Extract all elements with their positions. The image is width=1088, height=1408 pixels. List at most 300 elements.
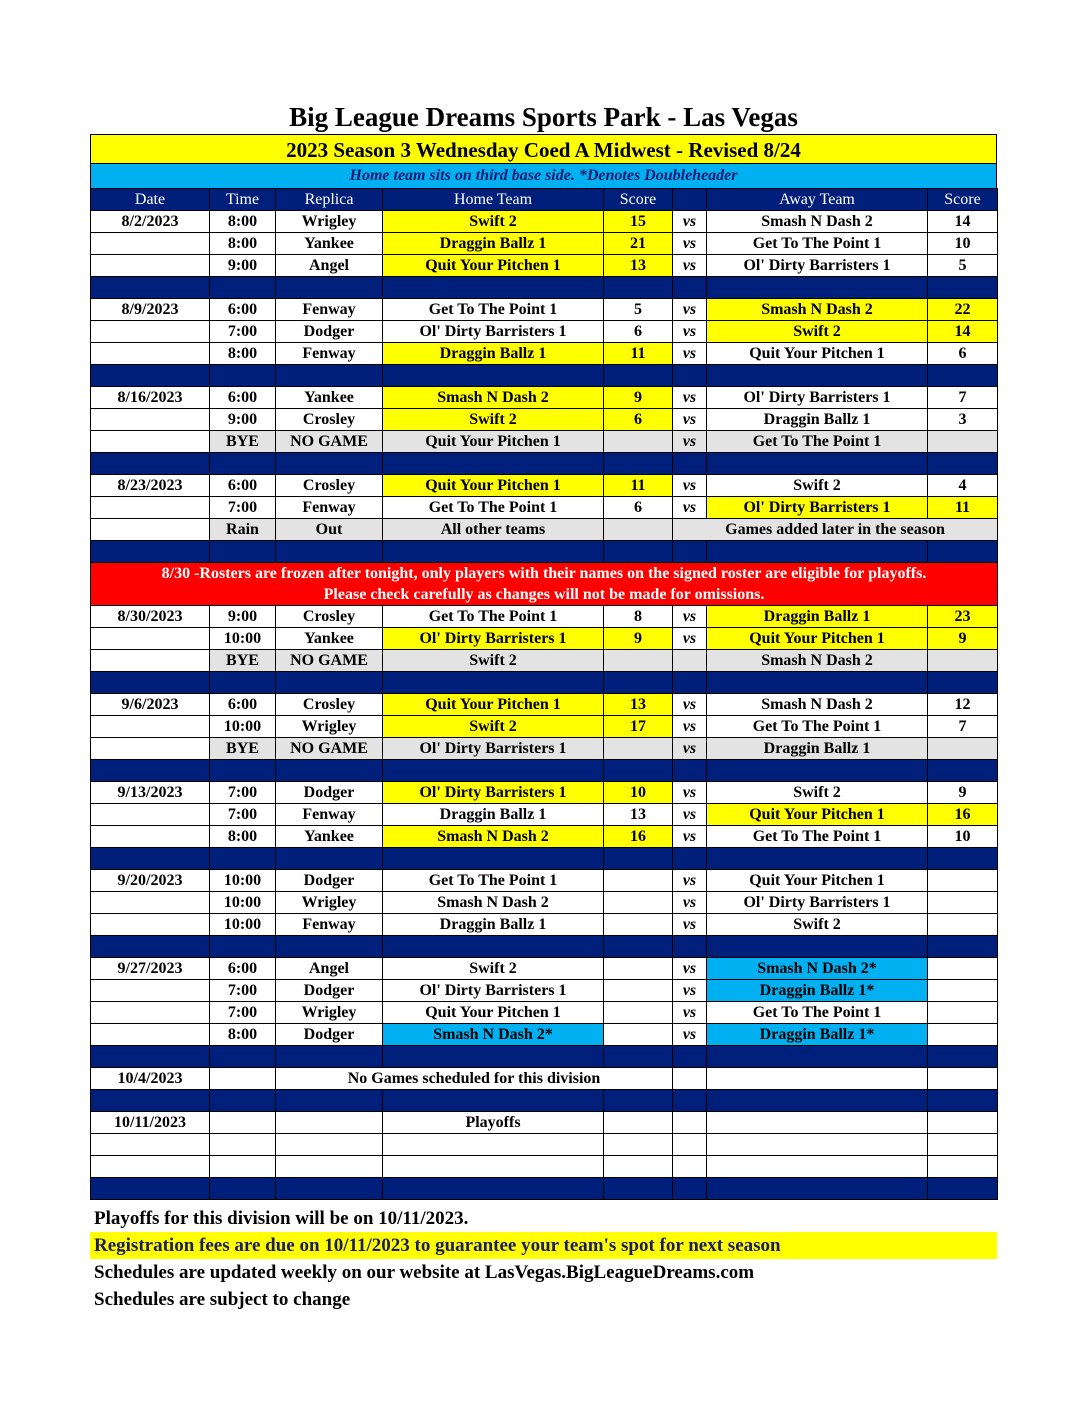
time-cell: 10:00 [210, 870, 276, 892]
away-team-cell: Get To The Point 1 [707, 716, 928, 738]
game-row [91, 497, 998, 519]
home-team-cell: Draggin Ballz 1 [383, 914, 604, 936]
time-cell: 9:00 [210, 409, 276, 431]
vs-cell: vs [673, 870, 707, 892]
replica-cell [276, 1112, 383, 1134]
replica-cell: NO GAME [276, 738, 383, 760]
game-row [91, 233, 998, 255]
season-subtitle: 2023 Season 3 Wednesday Coed A Midwest - Revised 8/24 [90, 134, 997, 164]
time-cell: 6:00 [210, 387, 276, 409]
vs-cell: vs [673, 343, 707, 365]
away-team-cell: Games added later in the season [673, 519, 998, 541]
footer-notes [90, 1205, 997, 1313]
home-score-cell: 9 [604, 387, 673, 409]
separator-cell [604, 760, 673, 782]
home-score-cell [604, 870, 673, 892]
separator-cell [707, 848, 928, 870]
bye-row [91, 738, 998, 760]
separator-cell [383, 672, 604, 694]
date-cell [91, 804, 210, 826]
date-cell [91, 980, 210, 1002]
game-row [91, 870, 998, 892]
time-cell [210, 1112, 276, 1134]
away-team-cell: Quit Your Pitchen 1 [707, 628, 928, 650]
away-team-cell: Smash N Dash 2 [707, 211, 928, 233]
empty-cell [673, 1134, 707, 1156]
home-score-cell: 13 [604, 255, 673, 277]
away-score-cell: 7 [928, 387, 998, 409]
column-header: Away Team [707, 189, 928, 211]
away-team-cell: Draggin Ballz 1 [707, 738, 928, 760]
separator-cell [673, 1046, 707, 1068]
away-team-cell: Quit Your Pitchen 1 [707, 804, 928, 826]
replica-cell: Wrigley [276, 716, 383, 738]
separator-cell [276, 541, 383, 563]
home-team-cell: Swift 2 [383, 409, 604, 431]
home-team-cell: Quit Your Pitchen 1 [383, 255, 604, 277]
time-cell: 7:00 [210, 782, 276, 804]
week-separator [91, 936, 998, 958]
separator-cell [276, 1090, 383, 1112]
rain-out-row [91, 519, 998, 541]
home-score-cell: 21 [604, 233, 673, 255]
time-cell: 7:00 [210, 980, 276, 1002]
home-team-cell: Ol' Dirty Barristers 1 [383, 738, 604, 760]
separator-cell [673, 541, 707, 563]
time-cell: 6:00 [210, 475, 276, 497]
separator-cell [604, 672, 673, 694]
separator-cell [210, 277, 276, 299]
date-cell [91, 892, 210, 914]
home-score-cell [604, 431, 673, 453]
away-team-cell: Smash N Dash 2 [707, 694, 928, 716]
date-cell: 10/4/2023 [91, 1068, 210, 1090]
game-row [91, 1024, 998, 1046]
website-note: Schedules are updated weekly on our website at LasVegas.BigLeagueDreams.com [94, 1262, 755, 1283]
separator-cell [707, 760, 928, 782]
playoffs-row [91, 1112, 998, 1134]
separator-cell [928, 277, 998, 299]
vs-cell: vs [673, 409, 707, 431]
separator-cell [91, 1178, 210, 1200]
replica-cell: Crosley [276, 475, 383, 497]
away-score-cell [928, 431, 998, 453]
separator-cell [928, 1178, 998, 1200]
table-cell [707, 1068, 928, 1090]
home-score-cell: 11 [604, 475, 673, 497]
away-score-cell: 7 [928, 716, 998, 738]
separator-cell [673, 277, 707, 299]
replica-cell: Wrigley [276, 1002, 383, 1024]
date-cell: 9/27/2023 [91, 958, 210, 980]
home-score-cell: 5 [604, 299, 673, 321]
separator-cell [673, 936, 707, 958]
away-score-cell: 10 [928, 233, 998, 255]
separator-cell [383, 1178, 604, 1200]
replica-cell: NO GAME [276, 431, 383, 453]
empty-cell [707, 1156, 928, 1178]
separator-cell [383, 936, 604, 958]
replica-cell: Wrigley [276, 211, 383, 233]
separator-cell [210, 453, 276, 475]
home-score-cell [604, 958, 673, 980]
separator-cell [928, 453, 998, 475]
replica-cell: Yankee [276, 628, 383, 650]
game-row [91, 255, 998, 277]
vs-cell: vs [673, 299, 707, 321]
home-team-cell: Swift 2 [383, 650, 604, 672]
date-cell [91, 321, 210, 343]
home-team-cell: Ol' Dirty Barristers 1 [383, 628, 604, 650]
alert-line: 8/30 -Rosters are frozen after tonight, only players with their names on the signed roster are eligible for playoffs. [161, 565, 927, 582]
away-score-cell: 9 [928, 782, 998, 804]
separator-cell [604, 453, 673, 475]
week-separator [91, 1046, 998, 1068]
date-cell: 10/11/2023 [91, 1112, 210, 1134]
date-cell [91, 650, 210, 672]
away-score-cell: 23 [928, 606, 998, 628]
home-team-cell: Draggin Ballz 1 [383, 343, 604, 365]
separator-cell [276, 672, 383, 694]
separator-cell [276, 936, 383, 958]
column-header [673, 189, 707, 211]
game-row [91, 694, 998, 716]
registration-note: Registration fees are due on 10/11/2023 to guarantee your team's spot for next season [90, 1232, 997, 1259]
separator-cell [673, 1090, 707, 1112]
column-header: Time [210, 189, 276, 211]
date-cell: 9/13/2023 [91, 782, 210, 804]
home-score-cell: 16 [604, 826, 673, 848]
separator-cell [276, 1178, 383, 1200]
separator-cell [928, 365, 998, 387]
page-title: Big League Dreams Sports Park - Las Vegas [289, 102, 798, 132]
empty-row [91, 1156, 998, 1178]
home-score-cell: 6 [604, 409, 673, 431]
home-team-note: Home team sits on third base side. *Denotes Doubleheader [90, 164, 997, 188]
separator-cell [928, 848, 998, 870]
separator-cell [928, 936, 998, 958]
home-team-cell: Get To The Point 1 [383, 870, 604, 892]
date-cell [91, 1024, 210, 1046]
separator-cell [604, 277, 673, 299]
week-separator [91, 541, 998, 563]
home-score-cell: 9 [604, 628, 673, 650]
away-score-cell [928, 958, 998, 980]
away-team-cell: Swift 2 [707, 321, 928, 343]
separator-cell [604, 541, 673, 563]
column-header: Score [604, 189, 673, 211]
separator-cell [707, 1046, 928, 1068]
vs-cell: vs [673, 716, 707, 738]
home-score-cell: 6 [604, 497, 673, 519]
separator-cell [604, 1046, 673, 1068]
game-row [91, 914, 998, 936]
week-separator [91, 453, 998, 475]
away-team-cell: Quit Your Pitchen 1 [707, 870, 928, 892]
table-cell [928, 1068, 998, 1090]
home-team-cell: All other teams [383, 519, 604, 541]
replica-cell: Crosley [276, 606, 383, 628]
away-score-cell [928, 650, 998, 672]
away-score-cell: 4 [928, 475, 998, 497]
table-cell [673, 1068, 707, 1090]
message-cell: No Games scheduled for this division [276, 1068, 673, 1090]
separator-cell [604, 848, 673, 870]
replica-cell: Angel [276, 958, 383, 980]
replica-cell: Wrigley [276, 892, 383, 914]
replica-cell: Fenway [276, 497, 383, 519]
separator-cell [91, 936, 210, 958]
home-team-cell: Smash N Dash 2 [383, 387, 604, 409]
home-team-cell: Quit Your Pitchen 1 [383, 1002, 604, 1024]
separator-cell [91, 760, 210, 782]
empty-cell [210, 1156, 276, 1178]
playoffs-cell: Playoffs [383, 1112, 604, 1134]
empty-cell [91, 1156, 210, 1178]
time-cell: 10:00 [210, 892, 276, 914]
table-cell [673, 1112, 707, 1134]
home-team-cell: Draggin Ballz 1 [383, 233, 604, 255]
time-cell: 7:00 [210, 1002, 276, 1024]
separator-cell [673, 365, 707, 387]
separator-cell [383, 848, 604, 870]
home-team-cell: Quit Your Pitchen 1 [383, 431, 604, 453]
vs-cell: vs [673, 892, 707, 914]
replica-cell: Angel [276, 255, 383, 277]
away-team-cell: Get To The Point 1 [707, 233, 928, 255]
away-score-cell: 16 [928, 804, 998, 826]
home-score-cell: 17 [604, 716, 673, 738]
game-row [91, 1002, 998, 1024]
separator-cell [210, 1178, 276, 1200]
separator-cell [276, 277, 383, 299]
away-score-cell: 3 [928, 409, 998, 431]
home-team-cell: Ol' Dirty Barristers 1 [383, 321, 604, 343]
home-team-cell: Swift 2 [383, 958, 604, 980]
separator-cell [928, 541, 998, 563]
date-cell: 8/23/2023 [91, 475, 210, 497]
time-cell: 7:00 [210, 497, 276, 519]
away-team-cell: Ol' Dirty Barristers 1 [707, 255, 928, 277]
away-team-cell: Smash N Dash 2* [707, 958, 928, 980]
time-cell: 6:00 [210, 958, 276, 980]
separator-cell [91, 453, 210, 475]
away-score-cell [928, 892, 998, 914]
time-cell: 10:00 [210, 716, 276, 738]
away-score-cell: 5 [928, 255, 998, 277]
date-cell: 8/2/2023 [91, 211, 210, 233]
away-score-cell: 9 [928, 628, 998, 650]
away-score-cell: 6 [928, 343, 998, 365]
game-row [91, 980, 998, 1002]
away-team-cell: Smash N Dash 2 [707, 299, 928, 321]
home-score-cell [604, 1024, 673, 1046]
separator-cell [673, 848, 707, 870]
empty-cell [604, 1156, 673, 1178]
replica-cell: NO GAME [276, 650, 383, 672]
date-cell: 9/20/2023 [91, 870, 210, 892]
home-score-cell [604, 650, 673, 672]
away-score-cell: 12 [928, 694, 998, 716]
time-cell: 6:00 [210, 299, 276, 321]
game-row [91, 958, 998, 980]
vs-cell: vs [673, 980, 707, 1002]
separator-cell [91, 541, 210, 563]
separator-cell [210, 672, 276, 694]
vs-cell [673, 650, 707, 672]
replica-cell: Yankee [276, 233, 383, 255]
replica-cell: Out [276, 519, 383, 541]
away-team-cell: Smash N Dash 2 [707, 650, 928, 672]
separator-cell [928, 1090, 998, 1112]
game-row [91, 299, 998, 321]
time-cell: 7:00 [210, 804, 276, 826]
vs-cell: vs [673, 321, 707, 343]
home-team-cell: Quit Your Pitchen 1 [383, 475, 604, 497]
away-score-cell: 14 [928, 211, 998, 233]
column-header: Home Team [383, 189, 604, 211]
date-cell [91, 914, 210, 936]
home-score-cell [604, 980, 673, 1002]
vs-cell: vs [673, 606, 707, 628]
date-cell [91, 1002, 210, 1024]
change-note: Schedules are subject to change [94, 1289, 351, 1310]
time-cell: 9:00 [210, 255, 276, 277]
vs-cell: vs [673, 387, 707, 409]
empty-cell [604, 1134, 673, 1156]
bye-row [91, 431, 998, 453]
away-team-cell: Swift 2 [707, 782, 928, 804]
date-cell: 8/9/2023 [91, 299, 210, 321]
separator-cell [91, 672, 210, 694]
game-row [91, 409, 998, 431]
vs-cell: vs [673, 497, 707, 519]
separator-cell [604, 365, 673, 387]
separator-cell [91, 1046, 210, 1068]
separator-cell [210, 1046, 276, 1068]
separator-cell [276, 365, 383, 387]
date-cell [91, 738, 210, 760]
date-cell [91, 497, 210, 519]
away-team-cell: Draggin Ballz 1 [707, 606, 928, 628]
game-row [91, 716, 998, 738]
home-team-cell: Get To The Point 1 [383, 299, 604, 321]
alert-line: Please check carefully as changes will not be made for omissions. [323, 586, 765, 603]
empty-cell [210, 1134, 276, 1156]
away-score-cell [928, 1002, 998, 1024]
separator-cell [276, 848, 383, 870]
week-separator [91, 1178, 998, 1200]
separator-cell [673, 760, 707, 782]
away-team-cell: Swift 2 [707, 475, 928, 497]
vs-cell: vs [673, 738, 707, 760]
separator-cell [928, 672, 998, 694]
home-score-cell [604, 914, 673, 936]
column-header: Score [928, 189, 998, 211]
time-cell: 10:00 [210, 628, 276, 650]
no-games-row [91, 1068, 998, 1090]
replica-cell: Fenway [276, 914, 383, 936]
separator-cell [604, 1090, 673, 1112]
home-score-cell: 11 [604, 343, 673, 365]
away-score-cell [928, 1024, 998, 1046]
game-row [91, 826, 998, 848]
separator-cell [276, 1046, 383, 1068]
home-team-cell: Quit Your Pitchen 1 [383, 694, 604, 716]
time-cell: 7:00 [210, 321, 276, 343]
table-cell [604, 1112, 673, 1134]
home-score-cell [604, 519, 673, 541]
empty-cell [383, 1134, 604, 1156]
away-team-cell: Swift 2 [707, 914, 928, 936]
time-cell: 8:00 [210, 211, 276, 233]
time-cell: 8:00 [210, 826, 276, 848]
date-cell [91, 716, 210, 738]
separator-cell [91, 848, 210, 870]
replica-cell: Yankee [276, 826, 383, 848]
away-team-cell: Quit Your Pitchen 1 [707, 343, 928, 365]
away-score-cell [928, 870, 998, 892]
away-team-cell: Get To The Point 1 [707, 431, 928, 453]
date-cell: 8/30/2023 [91, 606, 210, 628]
game-row [91, 475, 998, 497]
time-cell: 6:00 [210, 694, 276, 716]
separator-cell [928, 760, 998, 782]
home-score-cell: 13 [604, 694, 673, 716]
vs-cell: vs [673, 475, 707, 497]
separator-cell [673, 672, 707, 694]
vs-cell: vs [673, 914, 707, 936]
playoff-note: Playoffs for this division will be on 10/11/2023. [94, 1208, 469, 1229]
time-cell: 8:00 [210, 1024, 276, 1046]
vs-cell: vs [673, 233, 707, 255]
separator-cell [210, 1090, 276, 1112]
home-team-cell: Ol' Dirty Barristers 1 [383, 782, 604, 804]
empty-cell [91, 1134, 210, 1156]
empty-cell [707, 1134, 928, 1156]
home-score-cell: 10 [604, 782, 673, 804]
separator-cell [91, 365, 210, 387]
bye-row [91, 650, 998, 672]
week-separator [91, 365, 998, 387]
date-cell: 8/16/2023 [91, 387, 210, 409]
replica-cell: Fenway [276, 299, 383, 321]
date-cell: 9/6/2023 [91, 694, 210, 716]
column-header: Date [91, 189, 210, 211]
game-row [91, 804, 998, 826]
table-cell [928, 1112, 998, 1134]
date-cell [91, 628, 210, 650]
column-header: Replica [276, 189, 383, 211]
home-score-cell [604, 892, 673, 914]
vs-cell: vs [673, 782, 707, 804]
game-row [91, 387, 998, 409]
time-cell: BYE [210, 431, 276, 453]
vs-cell: vs [673, 694, 707, 716]
schedule-table [90, 188, 998, 1200]
separator-cell [928, 1046, 998, 1068]
separator-cell [604, 936, 673, 958]
separator-cell [673, 453, 707, 475]
date-cell [91, 233, 210, 255]
separator-cell [91, 277, 210, 299]
separator-cell [210, 760, 276, 782]
time-cell: Rain [210, 519, 276, 541]
game-row [91, 321, 998, 343]
separator-cell [210, 365, 276, 387]
roster-alert [91, 563, 998, 606]
away-score-cell [928, 738, 998, 760]
